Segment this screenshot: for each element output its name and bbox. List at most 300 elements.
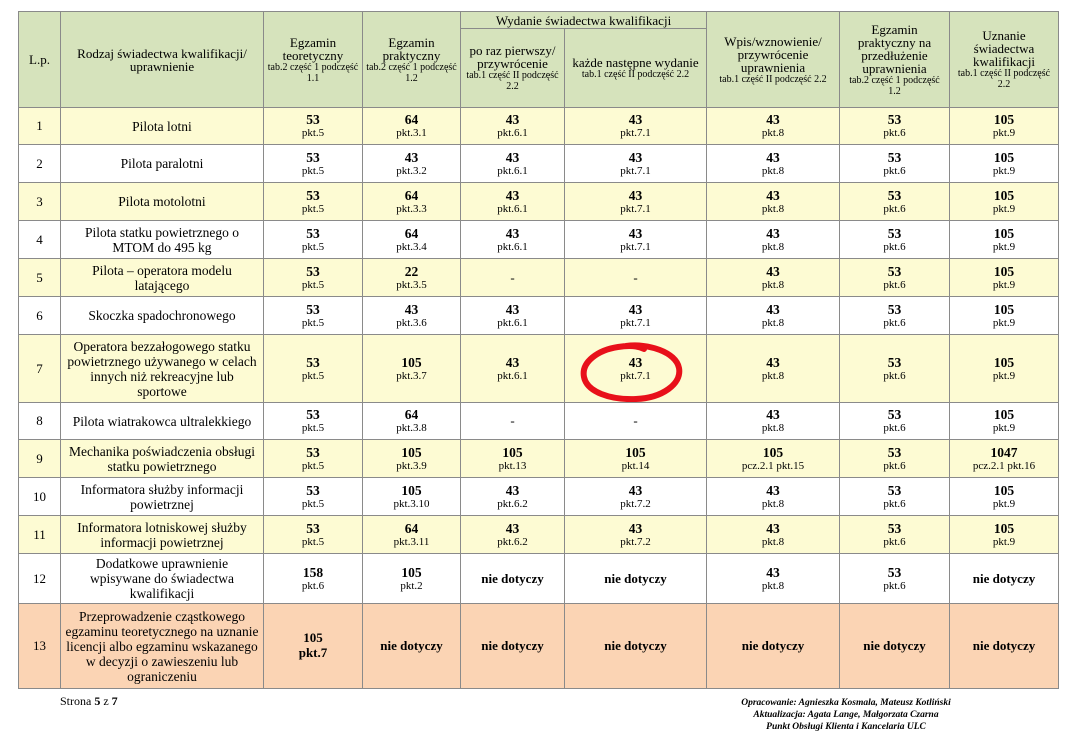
table-row: [19, 335, 1059, 403]
fee-amount: 43: [505, 301, 520, 317]
credit-line: Aktualizacja: Agata Lange, Małgorzata Czarna: [753, 710, 939, 720]
fee-reference: pkt.5: [301, 497, 325, 510]
fee-cell: [840, 335, 950, 403]
fee-cell: [461, 554, 565, 604]
row-kind: Pilota – operatora modelu latającego: [61, 259, 264, 297]
fee-reference: pkt.6.1: [497, 316, 528, 329]
fee-amount: 105: [993, 187, 1015, 203]
fee-reference: pkt.7.2: [620, 535, 651, 548]
fee-cell: [363, 516, 461, 554]
fee-reference: pkt.6: [883, 240, 906, 253]
fee-reference: pkt.6: [883, 369, 906, 382]
fee-cell: [950, 145, 1059, 183]
fee-amount: 158: [302, 564, 324, 580]
fee-cell: [565, 440, 707, 478]
fee-amount: 43: [628, 482, 643, 498]
fee-cell: [840, 604, 950, 689]
header-ext-sub: tab.2 część 1 podczęść 1.2: [849, 74, 940, 97]
not-applicable: nie dotyczy: [481, 638, 544, 653]
fee-amount: 43: [505, 520, 520, 536]
table-row: [19, 145, 1059, 183]
fee-cell: [565, 478, 707, 516]
not-applicable: nie dotyczy: [972, 638, 1036, 653]
fee-cell: [565, 145, 707, 183]
fee-reference: pkt.3.9: [396, 459, 427, 472]
fee-cell: [707, 604, 840, 689]
not-applicable: nie dotyczy: [604, 638, 667, 653]
fee-amount: 1047: [990, 444, 1018, 460]
fee-cell: [707, 554, 840, 604]
fee-reference: pkt.9: [992, 369, 1016, 382]
fee-cell: [264, 440, 363, 478]
fee-reference: pkt.8: [761, 369, 785, 382]
header-practical-title: Egzamin praktyczny: [382, 34, 441, 63]
fee-reference: pkt.8: [761, 497, 785, 510]
fee-reference: pkt.7.1: [620, 316, 651, 329]
fee-amount: 53: [306, 263, 320, 279]
table-row: [19, 403, 1059, 440]
row-number: 10: [19, 478, 61, 516]
fee-amount: 53: [887, 444, 902, 460]
row-number: 8: [19, 403, 61, 440]
fee-cell: [565, 516, 707, 554]
fee-cell: [363, 403, 461, 440]
fee-reference: pkt.6: [883, 202, 906, 215]
fee-cell: [264, 554, 363, 604]
page-total: 7: [111, 694, 118, 708]
fee-reference: pkt.5: [301, 459, 325, 472]
fee-reference: pkt.2: [400, 579, 423, 592]
fee-reference: pkt.6: [883, 497, 906, 510]
fee-amount: 105: [401, 482, 422, 498]
table-row: [19, 554, 1059, 604]
fee-amount: 105: [993, 112, 1015, 127]
fee-cell: [950, 108, 1059, 145]
fee-cell: [565, 335, 707, 403]
fee-reference: pkt.6: [883, 579, 906, 592]
fee-cell: [264, 145, 363, 183]
fee-reference: pkt.5: [301, 535, 325, 548]
table-row: [19, 440, 1059, 478]
not-applicable: nie dotyczy: [863, 638, 926, 653]
fee-amount: 43: [628, 112, 643, 127]
fee-cell: [707, 335, 840, 403]
not-applicable: nie dotyczy: [481, 570, 544, 586]
dash: -: [633, 269, 638, 285]
row-number: 2: [19, 145, 61, 183]
row-number: 6: [19, 297, 61, 335]
fee-amount: 43: [766, 564, 780, 580]
fee-cell: [950, 403, 1059, 440]
fee-amount: 43: [766, 149, 780, 165]
fee-cell: [707, 221, 840, 259]
fee-amount: 53: [306, 354, 320, 370]
page-current: 5: [94, 694, 101, 708]
fee-cell: [363, 221, 461, 259]
fee-cell: [264, 221, 363, 259]
fee-reference: pkt.6: [883, 127, 906, 139]
table-row: [19, 297, 1059, 335]
row-kind: Pilota statku powietrznego o MTOM do 495 kg: [61, 221, 264, 259]
fee-reference: pkt.6.2: [497, 497, 528, 510]
table-row: [19, 604, 1059, 689]
page-prefix: Strona: [60, 694, 92, 708]
fee-reference: pkt.5: [301, 240, 325, 253]
fee-amount: 64: [404, 112, 419, 127]
fee-cell: [840, 183, 950, 221]
fee-amount: 64: [404, 187, 419, 203]
fee-reference: pkt.5: [301, 422, 325, 434]
fee-cell: [840, 108, 950, 145]
fee-cell: [840, 516, 950, 554]
fee-cell: [461, 259, 565, 297]
fee-cell: [840, 478, 950, 516]
fee-reference: pkt.8: [761, 579, 785, 592]
fee-reference: pkt.6: [883, 316, 906, 329]
row-kind: Informatora służby informacji powietrznej: [61, 478, 264, 516]
fee-reference: pkt.14: [621, 459, 650, 472]
header-issue-group: Wydanie świadectwa kwalifikacji: [461, 12, 707, 29]
fee-cell: [840, 221, 950, 259]
fee-amount: 53: [887, 564, 902, 580]
fee-reference: pkt.8: [761, 202, 785, 215]
row-number: 1: [19, 108, 61, 145]
fee-amount: 53: [306, 112, 320, 127]
fee-amount: 64: [404, 407, 419, 422]
fee-reference: pkt.3.10: [393, 497, 430, 510]
fee-cell: [363, 478, 461, 516]
header-practical: [363, 12, 461, 108]
header-lp: L.p.: [19, 12, 61, 108]
header-recog: [950, 12, 1059, 108]
fee-reference: pkt.5: [301, 202, 325, 215]
row-kind: Dodatkowe uprawnienie wpisywane do świadectwa kwalifikacji: [61, 554, 264, 604]
fee-reference: pkt.13: [498, 459, 527, 472]
page-number: [60, 694, 118, 709]
fee-reference: pkt.7.1: [620, 202, 651, 215]
fee-cell: [461, 335, 565, 403]
fee-reference: pkt.3.5: [396, 278, 427, 291]
fee-cell: [950, 516, 1059, 554]
fee-reference: pkt.6.1: [497, 369, 528, 382]
credit-line: Punkt Obsługi Klienta i Kancelaria ULC: [766, 722, 926, 732]
fee-amount: 43: [505, 187, 520, 203]
fee-cell: [707, 145, 840, 183]
header-first-title: po raz pierwszy/ przywrócenie: [469, 43, 556, 71]
fee-cell: [264, 108, 363, 145]
fee-reference: pkt.9: [992, 535, 1016, 548]
credits: [716, 697, 976, 733]
row-kind: Pilota paralotni: [61, 145, 264, 183]
fee-reference: pkt.7.1: [620, 164, 651, 177]
fee-cell: [363, 335, 461, 403]
table-row: [19, 259, 1059, 297]
fee-reference: pkt.8: [761, 240, 785, 253]
fee-cell: [264, 478, 363, 516]
fee-cell: [363, 108, 461, 145]
fee-cell: [565, 108, 707, 145]
fee-amount: 53: [306, 149, 320, 165]
fee-amount: 64: [404, 520, 419, 536]
table-row: [19, 183, 1059, 221]
fee-amount: 105: [993, 482, 1015, 498]
fee-amount: 53: [306, 187, 320, 203]
credit-line: Opracowanie: Agnieszka Kosmala, Mateusz Kotliński: [741, 698, 951, 708]
fee-amount: 53: [306, 301, 320, 317]
header-theory-sub: tab.2 część 1 podczęść 1.1: [267, 61, 359, 84]
fee-cell: [840, 259, 950, 297]
row-kind: Pilota motolotni: [61, 183, 264, 221]
fee-cell: [264, 403, 363, 440]
header-first-sub: tab.1 część II podczęść 2.2: [466, 70, 559, 92]
fee-amount: 53: [306, 444, 320, 460]
fee-reference: pkt.3.7: [396, 369, 427, 382]
fee-cell: [840, 440, 950, 478]
fee-amount: 53: [306, 225, 320, 241]
fee-cell: [565, 259, 707, 297]
fee-reference: pkt.6.1: [497, 127, 528, 139]
not-applicable: nie dotyczy: [741, 638, 805, 653]
fee-reference: pkt.6.1: [497, 202, 528, 215]
fee-cell: [264, 516, 363, 554]
fee-amount: 43: [628, 520, 643, 536]
fee-cell: [363, 259, 461, 297]
fee-cell: [363, 554, 461, 604]
table-row: [19, 221, 1059, 259]
fee-reference: pkt.6: [883, 164, 906, 177]
fee-reference: pkt.9: [992, 240, 1016, 253]
fee-cell: [461, 297, 565, 335]
fee-reference: pkt.6: [883, 278, 906, 291]
fee-amount: 53: [306, 520, 320, 536]
dash: -: [510, 269, 515, 285]
fee-reference: pkt.7.1: [620, 369, 651, 382]
fee-reference: pkt.6: [883, 422, 906, 434]
row-kind: Mechanika poświadczenia obsługi statku powietrznego: [61, 440, 264, 478]
fee-amount: 43: [766, 354, 780, 370]
fee-amount: 53: [887, 301, 902, 317]
fee-amount: 105: [401, 564, 422, 580]
fee-amount: 43: [766, 263, 780, 279]
header-entry-title: Wpis/wznowienie/ przywrócenie uprawnienia: [724, 33, 822, 75]
fee-cell: [840, 403, 950, 440]
fee-reference: pkt.8: [761, 127, 785, 139]
fee-cell: [461, 403, 565, 440]
fee-cell: [461, 516, 565, 554]
row-number: 3: [19, 183, 61, 221]
fee-cell: [950, 183, 1059, 221]
fee-amount: 43: [505, 225, 520, 241]
row-kind: Informatora lotniskowej służby informacji powietrznej: [61, 516, 264, 554]
fee-amount: 105: [993, 407, 1015, 422]
row-number: 12: [19, 554, 61, 604]
header-recog-title: Uznanie świadectwa kwalifikacji: [972, 28, 1036, 69]
fee-reference: pkt.9: [992, 278, 1016, 291]
fee-cell: [707, 403, 840, 440]
fee-cell: [363, 183, 461, 221]
header-each: [565, 29, 707, 108]
fee-reference: pkt.8: [761, 422, 785, 434]
row-number: 13: [19, 604, 61, 689]
fee-amount: 105: [401, 354, 422, 370]
fee-cell: [707, 183, 840, 221]
table-row: [19, 478, 1059, 516]
fee-cell: [565, 604, 707, 689]
fee-amount: 43: [766, 520, 780, 536]
fee-amount: 105: [993, 263, 1015, 279]
fee-cell: [707, 108, 840, 145]
header-entry-sub: tab.1 część II podczęść 2.2: [719, 73, 827, 85]
fee-amount: 43: [766, 301, 780, 317]
fee-amount: 105: [993, 301, 1015, 317]
fee-amount: 43: [766, 225, 780, 241]
fee-amount: 43: [628, 301, 643, 317]
fee-cell: [950, 440, 1059, 478]
fee-amount: 105: [993, 225, 1015, 241]
fee-reference: pkt.7.1: [620, 127, 651, 139]
not-applicable: nie dotyczy: [972, 570, 1036, 586]
fee-amount: 105 pkt.7: [298, 630, 328, 660]
fee-cell: [840, 554, 950, 604]
table-body: [19, 108, 1059, 689]
fee-cell: [950, 259, 1059, 297]
fee-reference: pkt.9: [992, 202, 1016, 215]
header-kind: Rodzaj świadectwa kwalifikacji/ uprawnienie: [61, 12, 264, 108]
fee-amount: 53: [887, 407, 902, 422]
fee-amount: 53: [306, 482, 320, 498]
header-each-title: każde następne wydanie: [572, 55, 699, 70]
fee-cell: [707, 440, 840, 478]
fee-reference: pkt.6.1: [497, 240, 528, 253]
fee-amount: 43: [505, 354, 520, 370]
header-first: [461, 29, 565, 108]
fee-reference: pkt.5: [301, 278, 325, 291]
fee-reference: pkt.3.6: [396, 316, 427, 329]
row-number: 7: [19, 335, 61, 403]
fee-amount: 105: [993, 354, 1015, 370]
fee-amount: 53: [887, 354, 902, 370]
fee-cell: [950, 554, 1059, 604]
fee-cell: [565, 554, 707, 604]
fee-amount: 43: [505, 482, 520, 498]
fee-cell: [264, 297, 363, 335]
fee-cell: [461, 108, 565, 145]
fee-cell: [264, 604, 363, 689]
fee-cell: [950, 478, 1059, 516]
fee-cell: [707, 259, 840, 297]
fee-reference: pkt.8: [761, 535, 785, 548]
fee-amount: 105: [993, 149, 1015, 165]
fee-reference: pkt.6: [883, 459, 906, 472]
fee-reference: pkt.9: [992, 422, 1016, 434]
fee-reference: pkt.9: [992, 316, 1016, 329]
fee-cell: [461, 440, 565, 478]
fee-cell: [363, 145, 461, 183]
fee-amount: 53: [887, 149, 902, 165]
fee-reference: pkt.9: [992, 164, 1016, 177]
fee-reference: pkt.5: [301, 316, 325, 329]
fee-amount: 105: [502, 444, 523, 460]
header-each-sub: tab.1 część II podczęść 2.2: [581, 69, 690, 80]
fee-amount: 22: [404, 263, 419, 279]
fee-amount: 43: [628, 354, 643, 370]
fee-cell: [264, 335, 363, 403]
fee-reference: pkt.3.3: [396, 202, 427, 215]
fee-reference: pkt.5: [301, 127, 325, 139]
dash: -: [510, 413, 515, 428]
fee-amount: 53: [887, 520, 902, 536]
fee-amount: 53: [887, 187, 902, 203]
fee-amount: 43: [628, 187, 643, 203]
header-entry: [707, 12, 840, 108]
row-kind: Skoczka spadochronowego: [61, 297, 264, 335]
fee-reference: pcz.2.1 pkt.15: [741, 459, 805, 472]
fee-amount: 64: [404, 225, 419, 241]
fee-reference: pkt.7.2: [620, 497, 651, 510]
header-theory: [264, 12, 363, 108]
fee-reference: pkt.7.1: [620, 240, 651, 253]
row-number: 4: [19, 221, 61, 259]
fee-amount: 53: [306, 407, 320, 422]
fee-amount: 43: [628, 225, 643, 241]
fee-cell: [363, 440, 461, 478]
fee-reference: pkt.9: [992, 127, 1016, 139]
fee-cell: [565, 403, 707, 440]
row-kind: Operatora bezzałogowego statku powietrznego używanego w celach innych niż rekreacyjne lub sportowe: [61, 335, 264, 403]
fee-reference: pkt.3.4: [396, 240, 427, 253]
fee-amount: 105: [625, 444, 646, 460]
fee-cell: [565, 221, 707, 259]
fee-cell: [264, 259, 363, 297]
fee-reference: pkt.8: [761, 316, 785, 329]
fee-amount: 43: [766, 112, 780, 127]
fee-cell: [707, 516, 840, 554]
fee-cell: [461, 604, 565, 689]
fee-reference: pkt.3.8: [396, 422, 427, 434]
header-theory-title: Egzamin teoretyczny: [282, 34, 344, 63]
fee-cell: [707, 478, 840, 516]
fee-cell: [461, 183, 565, 221]
fee-cell: [363, 297, 461, 335]
fee-cell: [363, 604, 461, 689]
not-applicable: nie dotyczy: [380, 638, 443, 653]
header-ext: [840, 12, 950, 108]
fee-amount: 53: [887, 112, 902, 127]
fee-reference: pkt.6.1: [497, 164, 528, 177]
fee-reference: pkt.8: [761, 278, 785, 291]
fee-amount: 105: [401, 444, 422, 460]
fee-amount: 43: [766, 482, 780, 498]
fee-cell: [950, 297, 1059, 335]
fee-reference: pkt.3.1: [396, 127, 427, 139]
page-mid: z: [103, 694, 109, 708]
row-number: 9: [19, 440, 61, 478]
fee-cell: [565, 183, 707, 221]
row-kind: Przeprowadzenie cząstkowego egzaminu teoretycznego na uznanie licencji albo egzaminu wskazanego w decyzji o zawieszeniu lub ograniczeniu: [61, 604, 264, 689]
row-number: 11: [19, 516, 61, 554]
fee-cell: [565, 297, 707, 335]
fee-reference: pcz.2.1 pkt.16: [972, 459, 1036, 472]
fee-amount: 43: [404, 149, 419, 165]
fee-cell: [840, 145, 950, 183]
fees-table: [18, 11, 1059, 689]
fee-reference: pkt.5: [301, 369, 325, 382]
row-number: 5: [19, 259, 61, 297]
fee-cell: [461, 478, 565, 516]
header-practical-sub: tab.2 część 1 podczęść 1.2: [366, 61, 457, 84]
fee-amount: 53: [887, 225, 902, 241]
fee-cell: [950, 335, 1059, 403]
